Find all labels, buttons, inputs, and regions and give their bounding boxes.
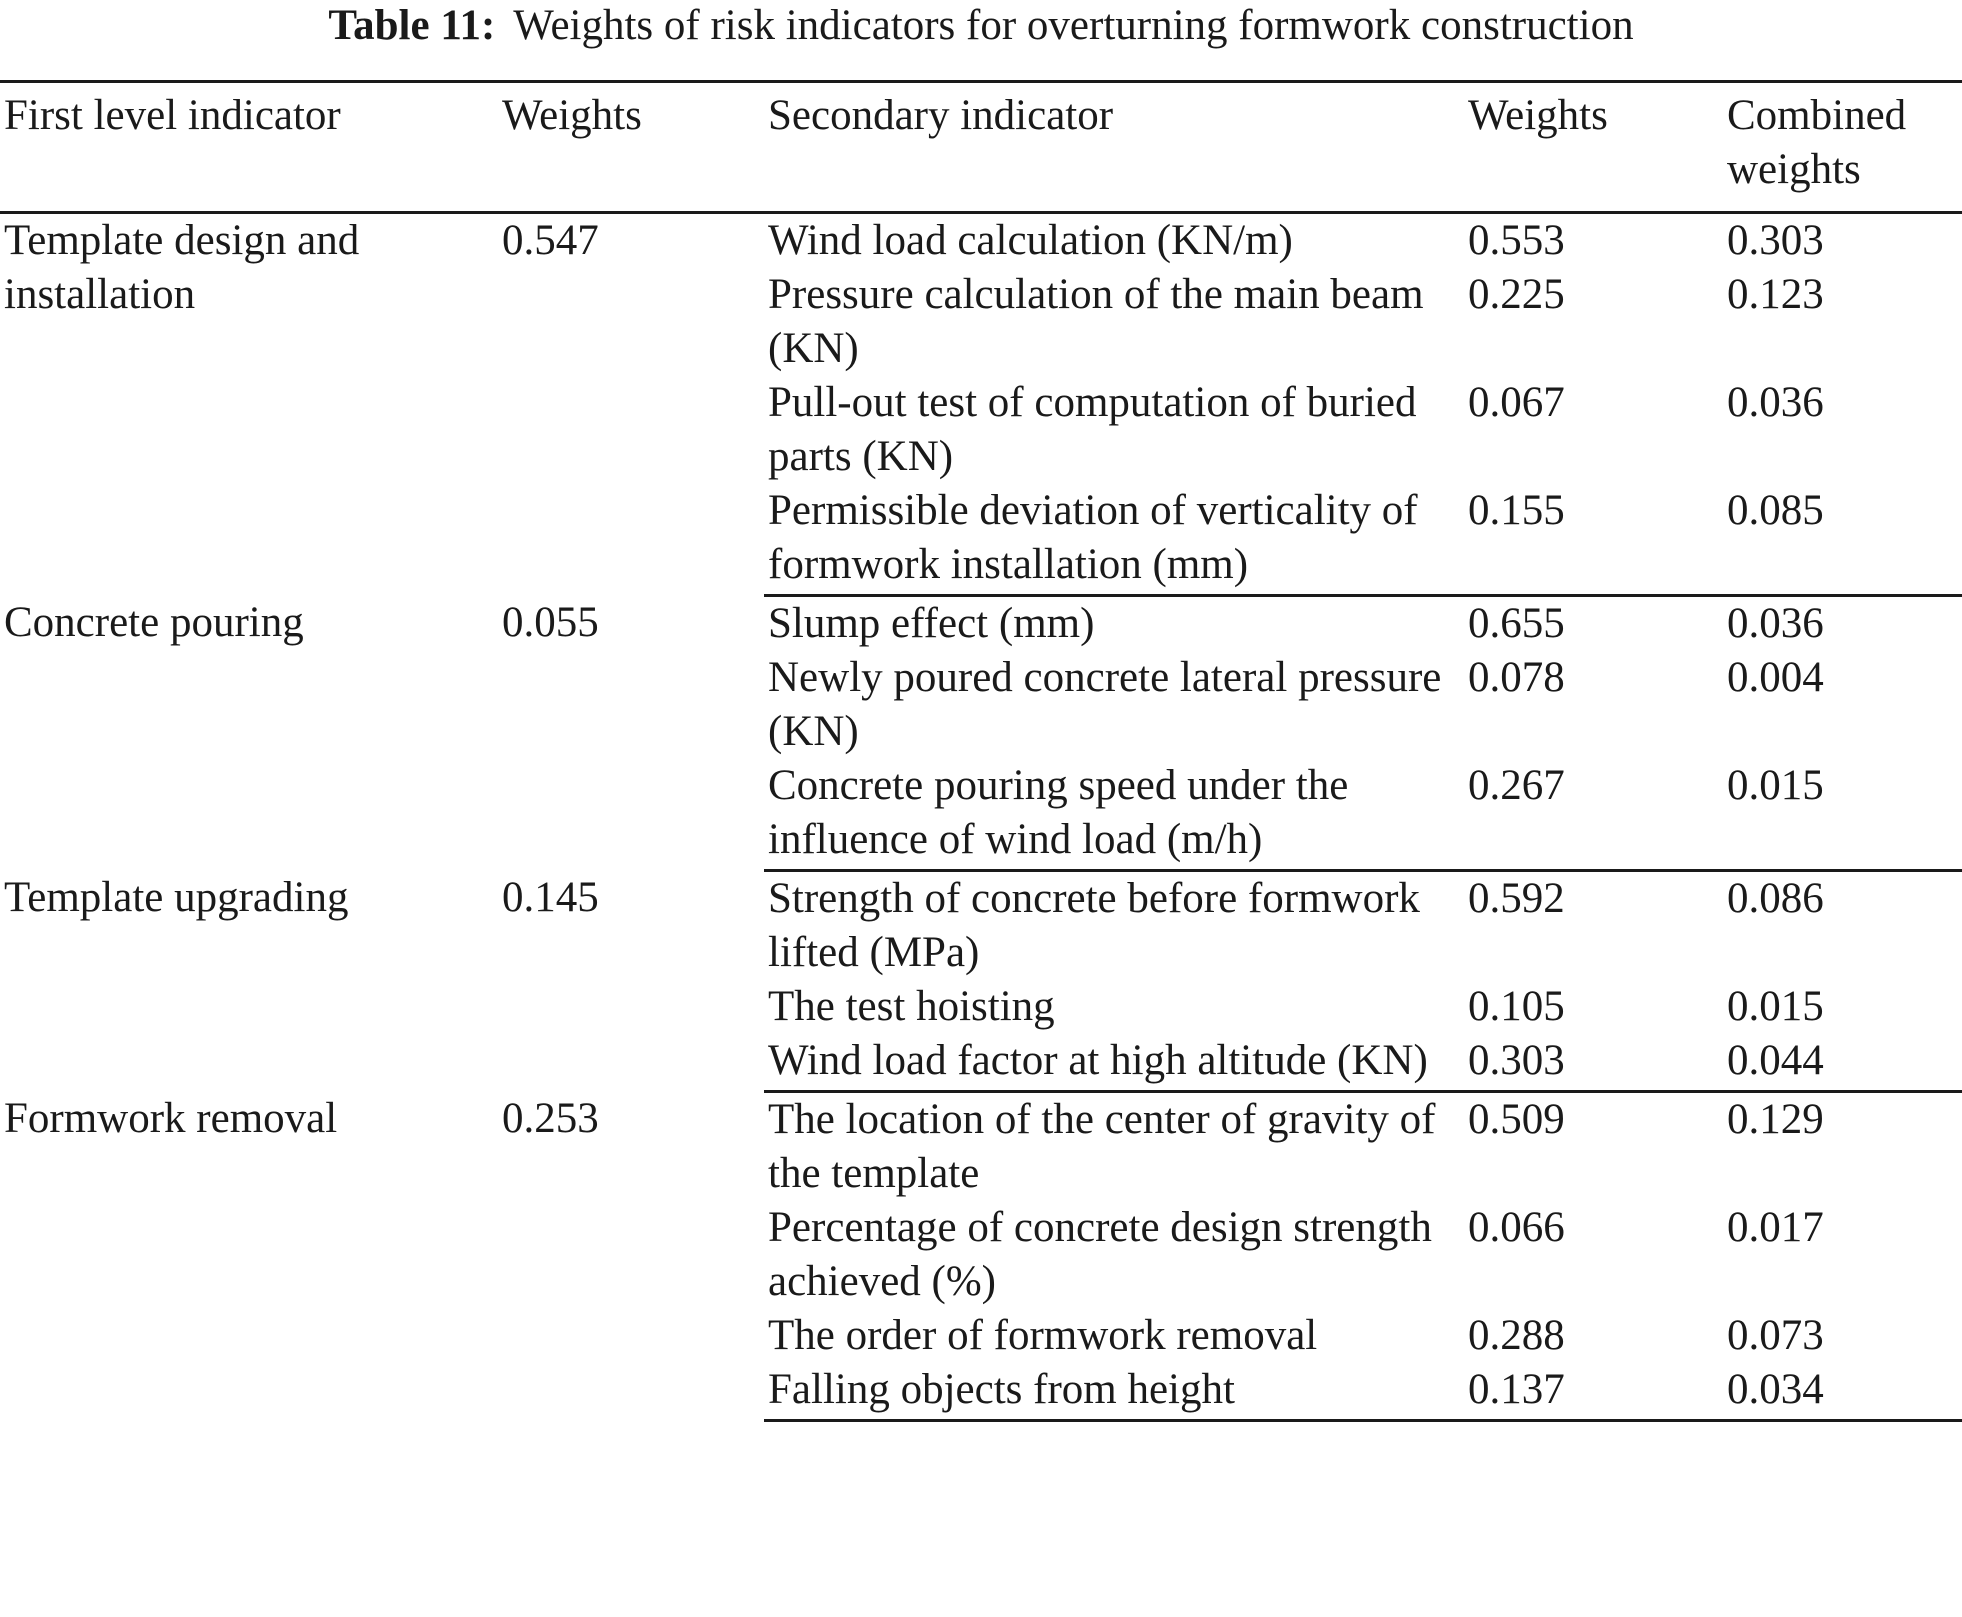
secondary-weight: 0.078 xyxy=(1468,654,1565,701)
first-level-weight: 0.253 xyxy=(502,1094,599,1142)
combined-weight: 0.036 xyxy=(1727,600,1824,647)
combined-weight: 0.073 xyxy=(1727,1312,1824,1359)
combined-weight: 0.015 xyxy=(1727,983,1824,1030)
secondary-indicator: Slump effect (mm) xyxy=(768,600,1095,647)
first-level-weight: 0.145 xyxy=(502,873,599,921)
first-level-indicator: Template design and installation xyxy=(4,217,360,318)
secondary-indicator: The order of formwork removal xyxy=(768,1312,1318,1359)
first-level-indicator: Concrete pouring xyxy=(4,598,304,646)
table-row xyxy=(0,213,1962,269)
table-body xyxy=(0,213,1962,1421)
secondary-weight: 0.066 xyxy=(1468,1204,1565,1251)
first-level-indicator: Formwork removal xyxy=(4,1094,338,1142)
weights-table xyxy=(0,80,1962,1422)
secondary-weight: 0.067 xyxy=(1468,379,1565,426)
combined-weight: 0.017 xyxy=(1727,1204,1824,1251)
secondary-weight: 0.155 xyxy=(1464,484,1723,596)
col-header-weights: Weights xyxy=(502,92,642,139)
first-level-weight: 0.055 xyxy=(502,598,599,646)
secondary-indicator: Falling objects from height xyxy=(764,1363,1464,1421)
combined-weight: 0.129 xyxy=(1727,1096,1824,1143)
secondary-indicator: Permissible deviation of verticality of formwork installation (mm) xyxy=(764,484,1464,596)
secondary-weight: 0.105 xyxy=(1468,983,1565,1030)
secondary-indicator: Pressure calculation of the main beam (KN) xyxy=(768,271,1424,372)
table-label: Table 11: xyxy=(328,2,496,49)
secondary-weight: 0.288 xyxy=(1468,1312,1565,1359)
col-header-first-level: First level indicator xyxy=(4,92,341,139)
first-level-indicator: Template upgrading xyxy=(4,873,349,921)
secondary-weight: 0.303 xyxy=(1464,1034,1723,1092)
secondary-indicator: Percentage of concrete design strength achieved (%) xyxy=(768,1204,1432,1305)
table-row xyxy=(0,596,1962,652)
col-header-combined: Combined weights xyxy=(1727,92,1907,193)
secondary-indicator: Pull-out test of computation of buried parts (KN) xyxy=(768,379,1417,480)
secondary-indicator: Newly poured concrete lateral pressure (KN) xyxy=(768,654,1442,755)
secondary-weight: 0.225 xyxy=(1468,271,1565,318)
table-row xyxy=(0,1092,1962,1202)
col-header-weights-secondary: Weights xyxy=(1468,92,1608,139)
combined-weight: 0.015 xyxy=(1723,759,1962,871)
secondary-indicator: Concrete pouring speed under the influence of wind load (m/h) xyxy=(764,759,1464,871)
secondary-weight: 0.655 xyxy=(1468,600,1565,647)
combined-weight: 0.303 xyxy=(1727,217,1824,264)
table-caption xyxy=(0,0,1962,52)
secondary-indicator: Strength of concrete before formwork lifted (MPa) xyxy=(768,875,1420,976)
combined-weight: 0.044 xyxy=(1723,1034,1962,1092)
secondary-indicator: Wind load factor at high altitude (KN) xyxy=(764,1034,1464,1092)
combined-weight: 0.034 xyxy=(1723,1363,1962,1421)
combined-weight: 0.004 xyxy=(1727,654,1824,701)
secondary-indicator: The test hoisting xyxy=(768,983,1055,1030)
secondary-weight: 0.509 xyxy=(1468,1096,1565,1143)
secondary-weight: 0.267 xyxy=(1464,759,1723,871)
secondary-indicator: The location of the center of gravity of the template xyxy=(768,1096,1436,1197)
header-row xyxy=(0,82,1962,213)
combined-weight: 0.085 xyxy=(1723,484,1962,596)
secondary-weight: 0.592 xyxy=(1468,875,1565,922)
first-level-weight: 0.547 xyxy=(502,217,599,264)
table-row xyxy=(0,871,1962,981)
secondary-indicator: Wind load calculation (KN/m) xyxy=(768,217,1293,264)
secondary-weight: 0.553 xyxy=(1468,217,1565,264)
secondary-weight: 0.137 xyxy=(1464,1363,1723,1421)
table-title: Weights of risk indicators for overturning formwork construction xyxy=(513,2,1634,49)
combined-weight: 0.036 xyxy=(1727,379,1824,426)
combined-weight: 0.086 xyxy=(1727,875,1824,922)
col-header-secondary: Secondary indicator xyxy=(768,92,1114,139)
combined-weight: 0.123 xyxy=(1727,271,1824,318)
